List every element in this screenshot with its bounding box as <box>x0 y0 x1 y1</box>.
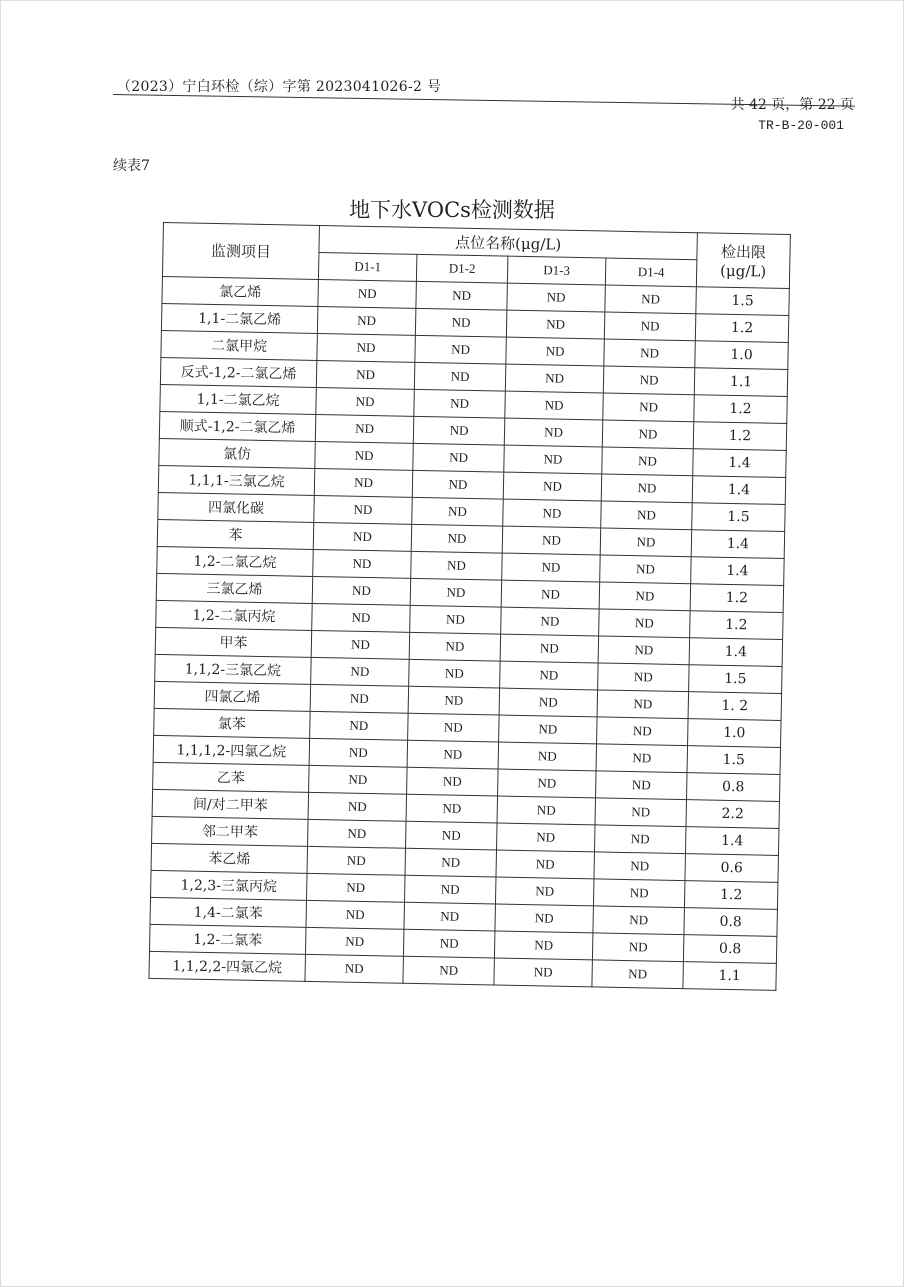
item-name-cell: 1,1,1,2-四氯乙烷 <box>153 735 309 765</box>
value-cell: ND <box>316 360 415 389</box>
limit-cell: 0.8 <box>687 773 781 802</box>
limit-cell: 1.2 <box>693 422 787 451</box>
value-cell: ND <box>600 528 692 557</box>
item-name-cell: 甲苯 <box>155 627 311 657</box>
item-name-cell: 反式-1,2-二氯乙烯 <box>160 357 316 387</box>
header-site: D1-2 <box>416 254 508 283</box>
value-cell: ND <box>495 877 594 906</box>
limit-cell: 1.4 <box>685 827 779 856</box>
value-cell: ND <box>409 659 501 688</box>
value-cell: ND <box>411 524 503 553</box>
value-cell: ND <box>313 549 412 578</box>
value-cell: ND <box>503 499 602 528</box>
value-cell: ND <box>506 337 605 366</box>
item-name-cell: 1,1-二氯乙烯 <box>161 303 317 333</box>
form-code: TR-B-20-001 <box>758 118 844 133</box>
value-cell: ND <box>597 690 689 719</box>
header-limit <box>696 233 790 289</box>
value-cell: ND <box>602 447 694 476</box>
value-cell: ND <box>415 335 507 364</box>
value-cell: ND <box>406 794 498 823</box>
item-name-cell: 1,2-二氯苯 <box>149 924 305 954</box>
value-cell: ND <box>498 769 597 798</box>
value-cell: ND <box>592 933 684 962</box>
limit-cell: 1.2 <box>695 314 789 343</box>
value-cell: ND <box>407 767 499 796</box>
limit-cell: 1.5 <box>692 503 786 532</box>
item-name-cell: 邻二甲苯 <box>152 816 308 846</box>
value-cell: ND <box>505 364 604 393</box>
limit-cell: 1. 2 <box>688 692 782 721</box>
item-name-cell: 顺式-1,2-二氯乙烯 <box>159 411 315 441</box>
item-name-cell: 间/对二甲苯 <box>152 789 308 819</box>
limit-cell: 1.0 <box>688 719 782 748</box>
value-cell: ND <box>594 852 686 881</box>
value-cell: ND <box>592 960 684 989</box>
value-cell: ND <box>500 661 599 690</box>
value-cell: ND <box>317 333 416 362</box>
limit-cell: 0.8 <box>684 908 778 937</box>
limit-cell: 1.4 <box>692 476 786 505</box>
value-cell: ND <box>496 850 595 879</box>
item-name-cell: 三氯乙烯 <box>156 573 312 603</box>
value-cell: ND <box>498 742 597 771</box>
value-cell: ND <box>503 472 602 501</box>
limit-cell: 0.8 <box>683 935 777 964</box>
limit-cell: 1.4 <box>691 557 785 586</box>
value-cell: ND <box>596 771 688 800</box>
value-cell: ND <box>308 819 407 848</box>
header-limit-unit: (μg/L) <box>719 261 767 281</box>
value-cell: ND <box>415 308 507 337</box>
header-site: D1-4 <box>605 258 697 287</box>
value-cell: ND <box>604 339 696 368</box>
page-info: 共 42 页，第 22 页 <box>730 97 854 113</box>
value-cell: ND <box>601 474 693 503</box>
item-name-cell: 二氯甲烷 <box>161 330 317 360</box>
value-cell: ND <box>409 632 501 661</box>
limit-cell: 1.1 <box>683 962 777 991</box>
header-limit-label: 检出限 <box>720 242 767 262</box>
item-name-cell: 1,2,3-三氯丙烷 <box>151 870 307 900</box>
value-cell: ND <box>602 420 694 449</box>
limit-cell: 1.2 <box>684 881 778 910</box>
value-cell: ND <box>597 717 689 746</box>
value-cell: ND <box>413 416 505 445</box>
limit-cell: 2.2 <box>686 800 780 829</box>
item-name-cell: 苯 <box>157 519 313 549</box>
value-cell: ND <box>309 765 408 794</box>
item-name-cell: 氯仿 <box>159 438 315 468</box>
value-cell: ND <box>414 389 506 418</box>
header-site: D1-3 <box>507 256 606 285</box>
item-name-cell: 1,1,1-三氯乙烷 <box>158 465 314 495</box>
limit-cell: 1.5 <box>687 746 781 775</box>
value-cell: ND <box>410 605 502 634</box>
value-cell: ND <box>507 283 606 312</box>
header-site: D1-1 <box>318 252 417 281</box>
item-name-cell: 1,1-二氯乙烷 <box>160 384 316 414</box>
value-cell: ND <box>408 713 500 742</box>
value-cell: ND <box>502 526 601 555</box>
item-name-cell: 1,2-二氯丙烷 <box>156 600 312 630</box>
limit-cell: 1.4 <box>691 530 785 559</box>
value-cell: ND <box>407 740 499 769</box>
value-cell: ND <box>408 686 500 715</box>
value-cell: ND <box>404 902 496 931</box>
value-cell: ND <box>500 634 599 663</box>
header-item: 监测项目 <box>162 223 319 280</box>
limit-cell: 1.1 <box>694 368 788 397</box>
value-cell: ND <box>311 630 410 659</box>
value-cell: ND <box>603 393 695 422</box>
value-cell: ND <box>495 904 594 933</box>
value-cell: ND <box>314 468 413 497</box>
value-cell: ND <box>501 607 600 636</box>
value-cell: ND <box>604 312 696 341</box>
limit-cell: 1.0 <box>695 341 789 370</box>
item-name-cell: 四氯乙烯 <box>154 681 310 711</box>
vocs-table <box>148 222 790 991</box>
value-cell: ND <box>315 441 414 470</box>
limit-cell: 1.4 <box>689 638 783 667</box>
value-cell: ND <box>413 443 505 472</box>
value-cell: ND <box>309 738 408 767</box>
table-container <box>148 222 790 991</box>
value-cell: ND <box>311 657 410 686</box>
value-cell: ND <box>414 362 506 391</box>
limit-cell: 1.4 <box>693 449 787 478</box>
value-cell: ND <box>406 821 498 850</box>
value-cell: ND <box>504 418 603 447</box>
value-cell: ND <box>504 445 603 474</box>
value-cell: ND <box>505 391 604 420</box>
header-sites-group: 点位名称(μg/L) <box>319 226 697 260</box>
value-cell: ND <box>314 495 413 524</box>
limit-cell: 1.5 <box>689 665 783 694</box>
value-cell: ND <box>305 954 404 983</box>
value-cell: ND <box>494 931 593 960</box>
value-cell: ND <box>306 900 405 929</box>
table-title: 地下水VOCs检测数据 <box>349 198 555 222</box>
value-cell: ND <box>403 956 495 985</box>
value-cell: ND <box>600 555 692 584</box>
item-name-cell: 1,4-二氯苯 <box>150 897 306 927</box>
value-cell: ND <box>404 875 496 904</box>
value-cell: ND <box>603 366 695 395</box>
value-cell: ND <box>416 281 508 310</box>
value-cell: ND <box>403 929 495 958</box>
value-cell: ND <box>599 609 691 638</box>
limit-cell: 0.6 <box>685 854 779 883</box>
value-cell: ND <box>411 551 503 580</box>
value-cell: ND <box>412 470 504 499</box>
value-cell: ND <box>595 798 687 827</box>
value-cell: ND <box>596 744 688 773</box>
limit-cell: 1.5 <box>696 287 790 316</box>
value-cell: ND <box>308 792 407 821</box>
item-name-cell: 1,2-二氯乙烷 <box>157 546 313 576</box>
value-cell: ND <box>598 636 690 665</box>
value-cell: ND <box>599 582 691 611</box>
value-cell: ND <box>499 715 598 744</box>
value-cell: ND <box>405 848 497 877</box>
item-name-cell: 乙苯 <box>153 762 309 792</box>
value-cell: ND <box>305 927 404 956</box>
document-number: （2023）宁白环检（综）字第 2023041026-2 号 <box>117 79 442 95</box>
value-cell: ND <box>501 580 600 609</box>
value-cell: ND <box>494 958 593 987</box>
item-name-cell: 氯乙烯 <box>162 276 318 306</box>
value-cell: ND <box>313 522 412 551</box>
value-cell: ND <box>315 414 414 443</box>
value-cell: ND <box>310 684 409 713</box>
limit-cell: 1.2 <box>694 395 788 424</box>
value-cell: ND <box>310 711 409 740</box>
value-cell: ND <box>497 796 596 825</box>
value-cell: ND <box>506 310 605 339</box>
value-cell: ND <box>601 501 693 530</box>
value-cell: ND <box>497 823 596 852</box>
value-cell: ND <box>312 576 411 605</box>
item-name-cell: 四氯化碳 <box>158 492 314 522</box>
value-cell: ND <box>317 306 416 335</box>
value-cell: ND <box>410 578 502 607</box>
value-cell: ND <box>605 285 697 314</box>
value-cell: ND <box>594 825 686 854</box>
value-cell: ND <box>502 553 601 582</box>
limit-cell: 1.2 <box>690 611 784 640</box>
value-cell: ND <box>598 663 690 692</box>
item-name-cell: 苯乙烯 <box>151 843 307 873</box>
value-cell: ND <box>307 873 406 902</box>
value-cell: ND <box>318 279 417 308</box>
item-name-cell: 1,1,2,2-四氯乙烷 <box>149 951 305 981</box>
value-cell: ND <box>499 688 598 717</box>
continuation-label: 续表7 <box>113 158 150 174</box>
value-cell: ND <box>316 387 415 416</box>
value-cell: ND <box>307 846 406 875</box>
value-cell: ND <box>312 603 411 632</box>
item-name-cell: 1,1,2-三氯乙烷 <box>155 654 311 684</box>
value-cell: ND <box>593 906 685 935</box>
item-name-cell: 氯苯 <box>154 708 310 738</box>
limit-cell: 1.2 <box>690 584 784 613</box>
value-cell: ND <box>593 879 685 908</box>
value-cell: ND <box>412 497 504 526</box>
